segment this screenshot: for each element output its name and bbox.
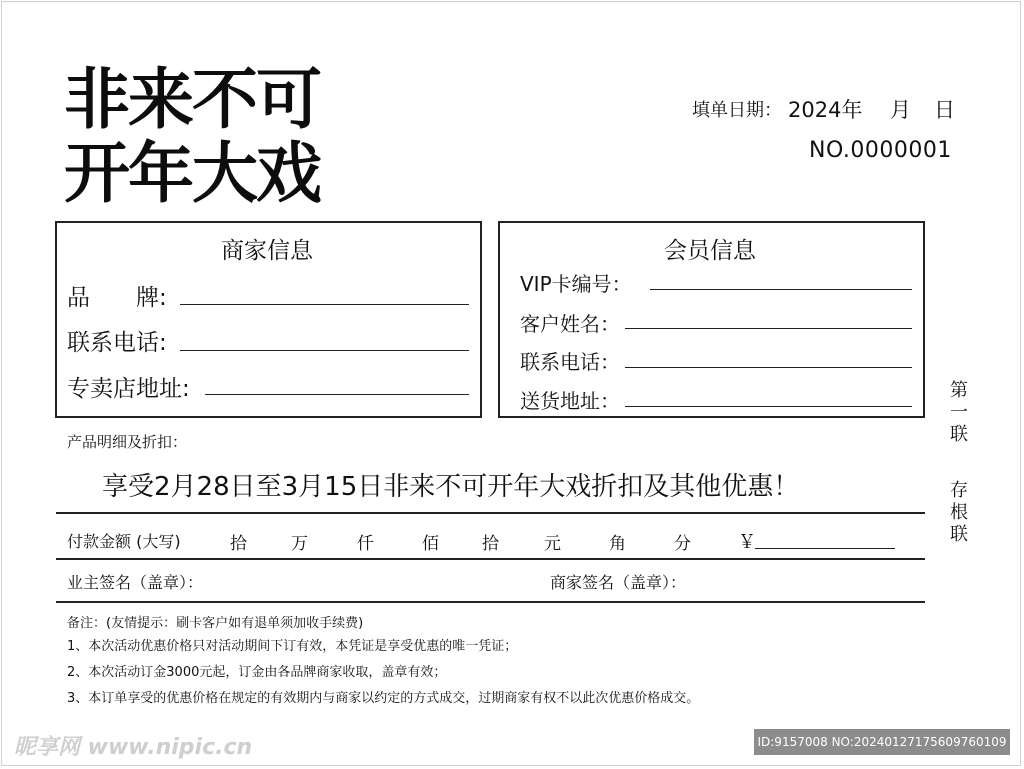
- date-year: 2024年: [788, 98, 863, 122]
- copy-name-label: 存根联: [950, 480, 968, 545]
- divider-top: [56, 512, 925, 514]
- date-month: 月: [890, 98, 911, 122]
- payment-amount-label: 付款金额 (大写): [67, 532, 181, 551]
- store-address-label: 专卖店地址:: [67, 376, 190, 402]
- unit-wan: 万: [291, 534, 308, 554]
- brand-field[interactable]: [180, 304, 469, 305]
- merchant-phone-field[interactable]: [180, 350, 469, 351]
- member-phone-field[interactable]: [625, 367, 912, 368]
- site-watermark: 昵享网 www.nipic.cn: [14, 735, 253, 760]
- customer-name-field[interactable]: [625, 328, 912, 329]
- delivery-address-field[interactable]: [625, 406, 912, 407]
- serial-number: NO.0000001: [809, 138, 952, 163]
- promo-text: 享受2月28日至3月15日非来不可开年大戏折扣及其他优惠！: [102, 472, 800, 502]
- delivery-address-label: 送货地址：: [520, 389, 620, 413]
- unit-bai: 佰: [422, 534, 439, 554]
- owner-signature-label: 业主签名（盖章）：: [67, 573, 204, 592]
- divider-middle: [56, 558, 925, 560]
- unit-qian: 仟: [357, 534, 374, 554]
- merchant-heading: 商家信息: [221, 238, 313, 264]
- image-id-badge: ID:9157008 NO:20240127175609760109: [754, 729, 1010, 755]
- member-phone-label: 联系电话：: [520, 350, 620, 374]
- title-line-1: 非来不可: [64, 61, 320, 138]
- note-item: 1、本次活动优惠价格只对活动期间下订有效，本凭证是享受优惠的唯一凭证；: [67, 639, 518, 654]
- member-heading: 会员信息: [664, 238, 756, 264]
- product-details-label: 产品明细及折扣：: [67, 433, 188, 451]
- date-label: 填单日期：: [692, 100, 782, 121]
- vip-card-field[interactable]: [650, 289, 912, 290]
- note-item: 3、本订单享受的优惠价格在规定的有效期内与商家以约定的方式成交，过期商家有权不以此次优惠价格成交。: [67, 691, 700, 706]
- unit-shi: 拾: [230, 534, 247, 554]
- note-item: 2、本次活动订金3000元起，订金由各品牌商家收取，盖章有效；: [67, 665, 447, 680]
- customer-name-label: 客户姓名：: [520, 312, 620, 336]
- store-address-field[interactable]: [205, 394, 469, 395]
- date-day: 日: [934, 98, 955, 122]
- copy-index-label: 第一联: [950, 380, 968, 445]
- title-line-2: 开年大戏: [64, 135, 320, 212]
- amount-field[interactable]: [755, 548, 895, 549]
- divider-bottom: [56, 601, 925, 603]
- merchant-signature-label: 商家签名（盖章）：: [550, 573, 687, 592]
- unit-shi-2: 拾: [482, 534, 499, 554]
- merchant-phone-label: 联系电话:: [67, 330, 167, 356]
- unit-yuan: 元: [544, 534, 561, 554]
- notes-header: 备注：(友情提示：刷卡客户如有退单须加收手续费): [67, 616, 364, 631]
- vip-card-label: VIP卡编号：: [520, 272, 632, 296]
- unit-fen: 分: [674, 534, 691, 554]
- brand-label: 品 牌:: [67, 285, 167, 311]
- unit-jiao: 角: [609, 534, 626, 554]
- currency-symbol: ￥: [738, 532, 756, 553]
